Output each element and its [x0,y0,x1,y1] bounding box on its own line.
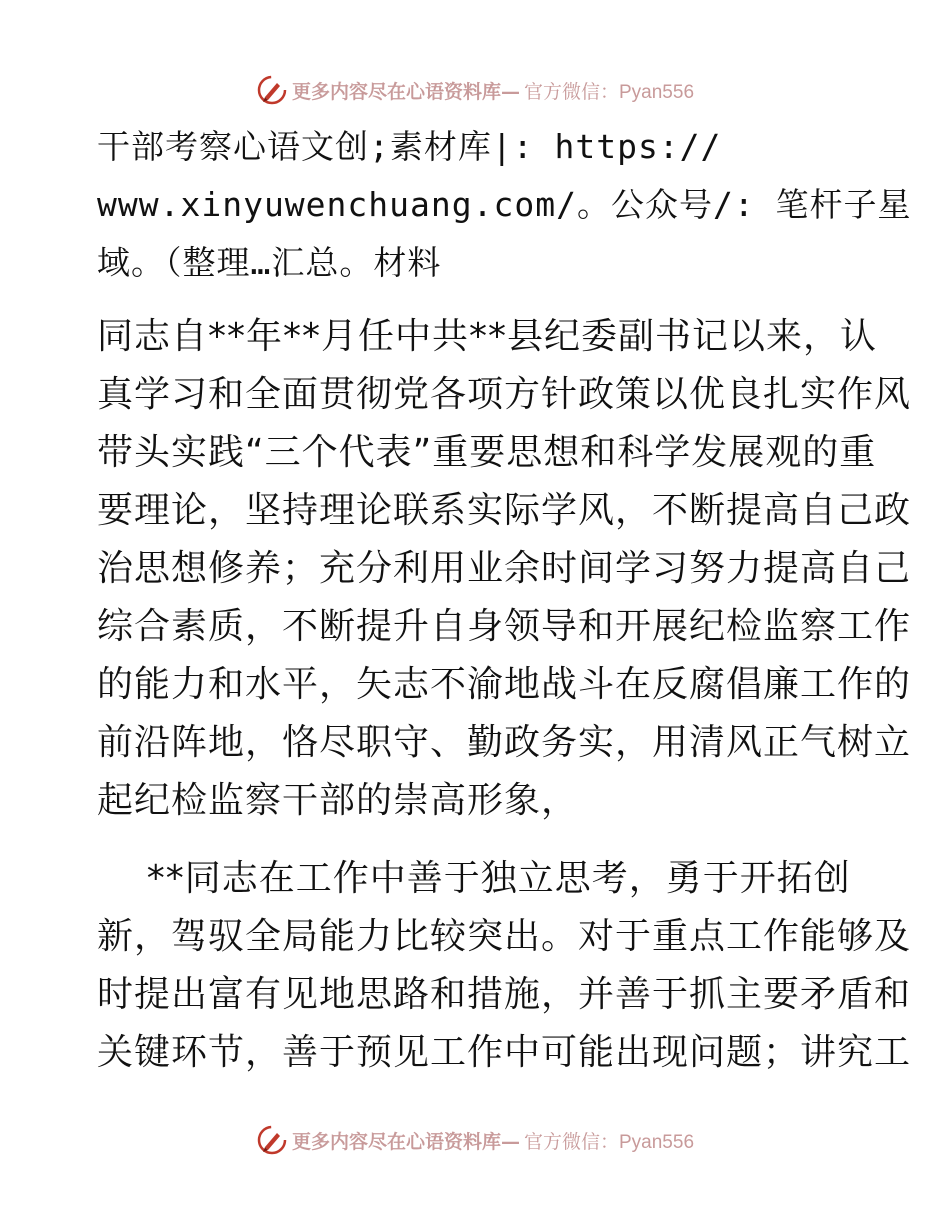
paragraph-line: 新，驾驭全局能力比较突出。对于重点工作能够及 [97,916,912,957]
watermark-contact-text: 官方微信：Pyan556 [524,81,695,103]
paragraph-line: 要理论，坚持理论联系实际学风，不断提高自己政 [97,490,912,531]
paragraph-line: 起纪检监察干部的崇高形象， [97,780,579,821]
paragraph-line: 时提出富有见地思路和措施，并善于抓主要矛盾和 [97,974,912,1015]
watermark-main-text: 更多内容尽在心语资料库— [291,80,520,103]
paragraph-line: 前沿阵地，恪尽职守、勤政务实，用清风正气树立 [97,722,912,763]
paragraph-line: 的能力和水平，矢志不渝地战斗在反腐倡廉工作的 [97,664,912,705]
paragraph-line: 真学习和全面贯彻党各项方针政策以优良扎实作风 [97,374,912,415]
watermark-main-text: 更多内容尽在心语资料库— [291,1130,520,1153]
intro-line: 干部考察心语文创;素材库|: https:// [97,127,722,166]
paragraph-1 [97,308,912,830]
paragraph-line: 治思想修养；充分利用业余时间学习努力提高自己 [97,548,912,589]
paragraph-line: 关键环节，善于预见工作中可能出现问题；讲究工 [97,1032,912,1073]
paragraph-line: 带头实践“三个代表”重要思想和科学发展观的重 [97,432,877,473]
paragraph-line: **同志在工作中善于独立思考，勇于开拓创 [97,858,851,899]
paragraph-line: 综合素质，不断提升自身领导和开展纪检监察工作 [97,606,912,647]
intro-line: 域。（整理…汇总。材料 [97,243,442,282]
paragraph-2 [97,850,912,1082]
watermark-contact-text: 官方微信：Pyan556 [524,1131,695,1153]
pen-logo-icon [256,1124,288,1156]
paragraph-line: 同志自**年**月任中共**县纪委副书记以来，认 [97,316,878,357]
pen-logo-icon [256,74,288,106]
intro-block [97,118,912,292]
header-watermark [0,72,950,108]
footer-watermark [0,1122,950,1158]
intro-line: www.xinyuwenchuang.com/。公众号/: 笔杆子星 [97,185,912,224]
